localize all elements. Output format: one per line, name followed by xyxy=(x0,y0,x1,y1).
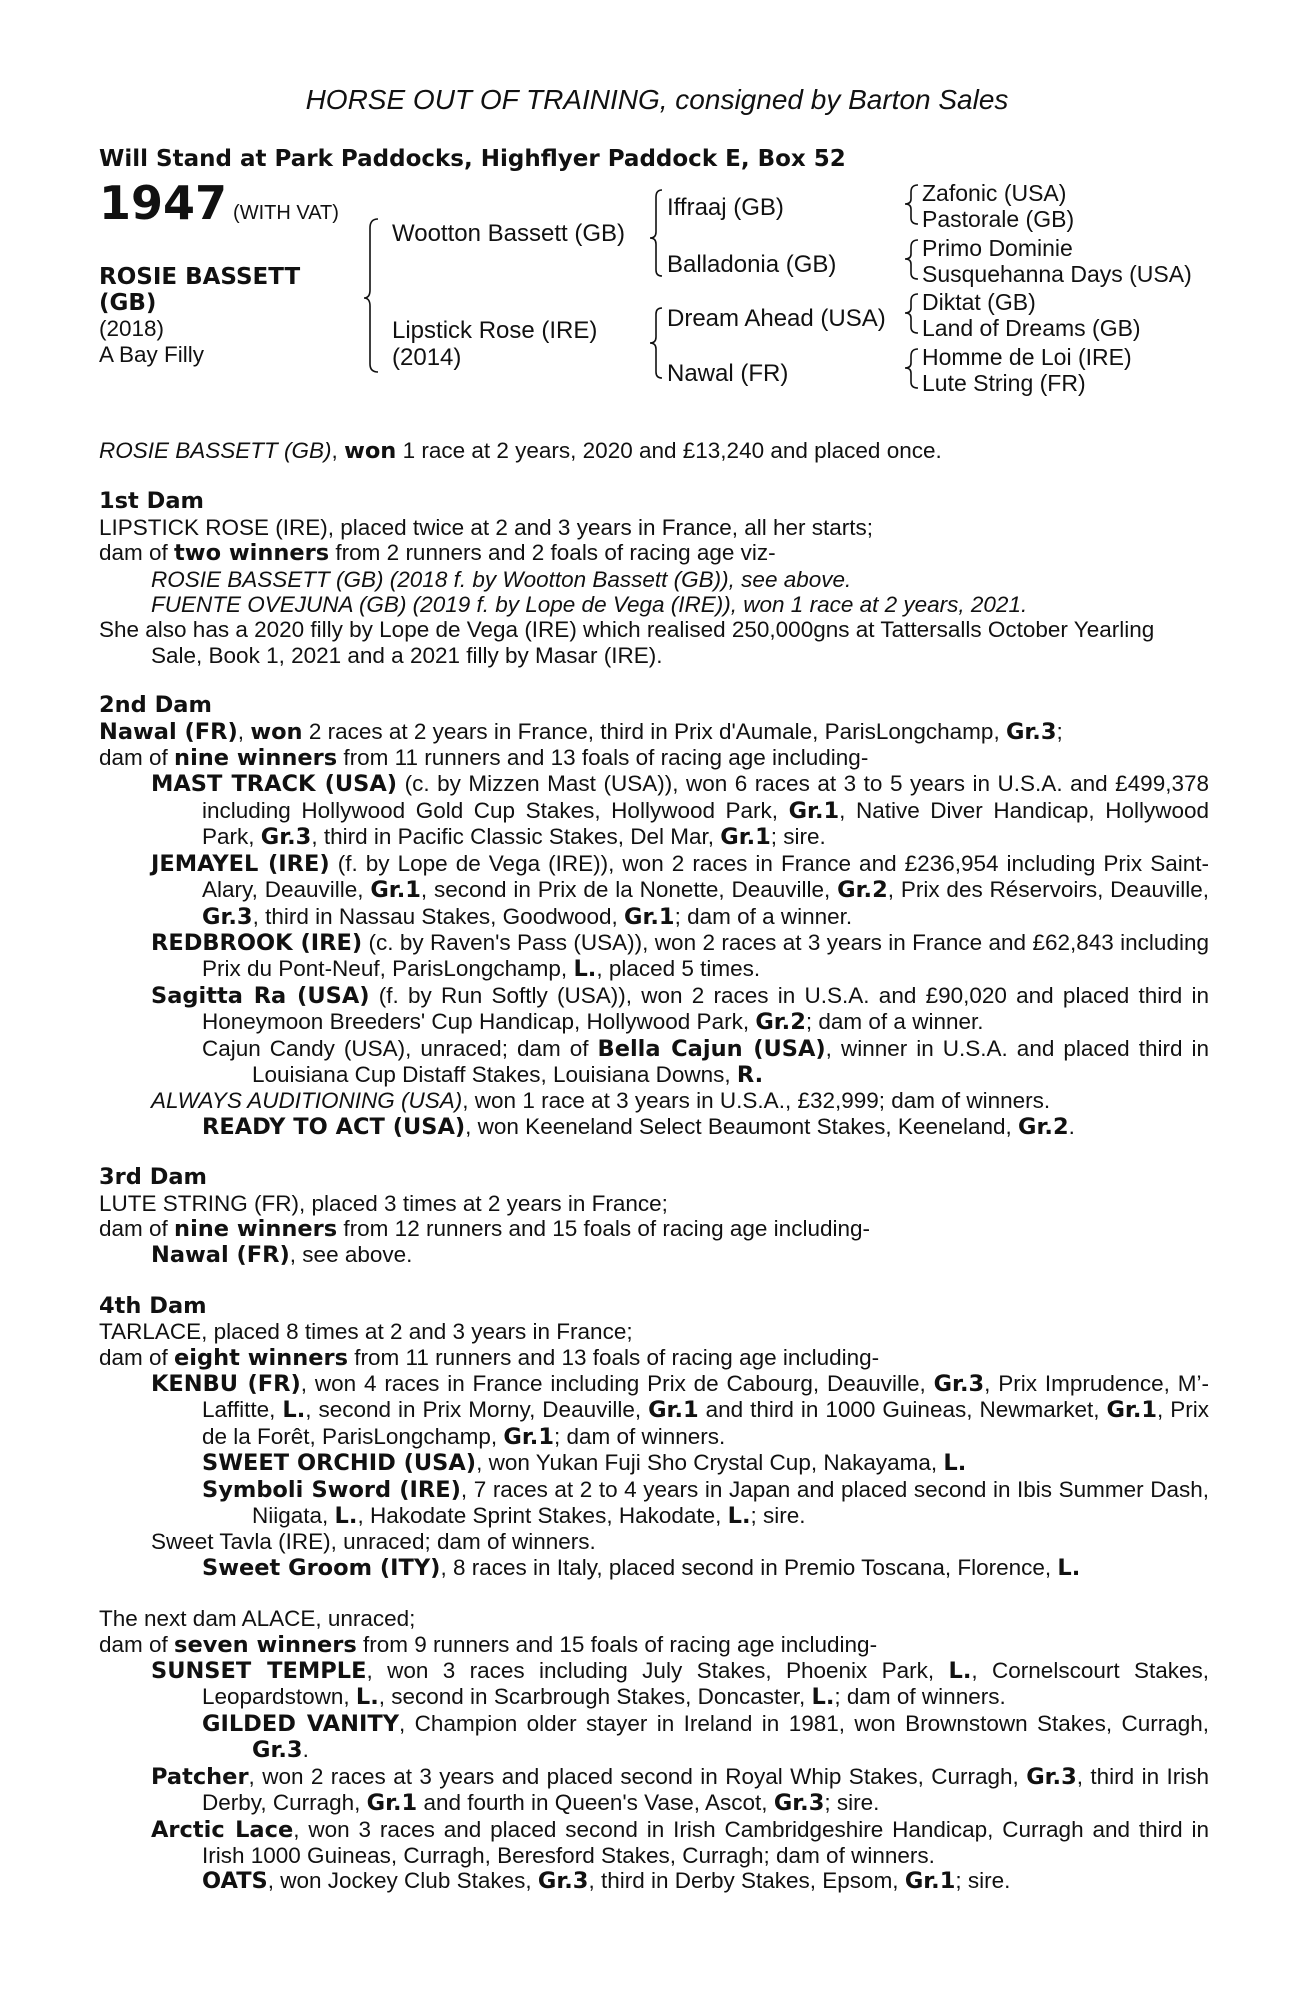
pedigree-ssd: Pastorale (GB) xyxy=(922,206,1075,232)
stand-location: Will Stand at Park Paddocks, Highflyer Paddock E, Box 52 xyxy=(99,146,846,172)
pedigree-dam: Lipstick Rose (IRE) xyxy=(392,317,598,344)
bracket-ss xyxy=(905,185,918,224)
first-dam-note: She also has a 2020 filly by Lope de Vega (IRE) which realised 250,000gns at Tattersalls October Yearling Sale, Book 1, 2021 and a 2021 filly by Masar (IRE). xyxy=(99,617,1155,668)
second-dam-heading: 2nd Dam xyxy=(99,692,212,719)
horse-foaled: (2018) xyxy=(99,316,165,341)
first-dam-produce-1: ROSIE BASSETT (GB) (2018 f. by Wootton Bassett (GB)), see above. xyxy=(151,566,852,592)
first-dam-record: LIPSTICK ROSE (IRE), placed twice at 2 and 3 years in France, all her starts; xyxy=(99,514,874,540)
horse-name-line1: ROSIE BASSETT xyxy=(99,264,301,290)
race-summary: ROSIE BASSETT (GB), won 1 race at 2 years, 2020 and £13,240 and placed once. xyxy=(99,438,942,464)
bracket-sire xyxy=(650,190,662,276)
lot-number: 1947 xyxy=(99,176,228,230)
produce-always-auditioning: ALWAYS AUDITIONING (USA), won 1 race at 3 years in U.S.A., £32,999; dam of winners. xyxy=(151,1088,1051,1114)
produce-redbrook: REDBROOK (IRE) (c. by Raven's Pass (USA)), won 2 races at 3 years in France and £62,843 including Prix du Pont-Neuf, ParisLongchamp, L., placed 5 times. xyxy=(151,929,1209,983)
produce-jemayel: JEMAYEL (IRE) (f. by Lope de Vega (IRE)), won 2 races in France and £236,954 including Prix Saint-Alary, Deauville, Gr.1, second in Prix de la Nonette, Deauville, Gr.2, Prix des Réservoirs, Deauville, Gr.3, third in Nassau Stakes, Goodwood, Gr.1; dam of a winner. xyxy=(151,850,1209,930)
pedigree-sdd: Susquehanna Days (USA) xyxy=(922,261,1192,287)
produce-mast-track: MAST TRACK (USA) (c. by Mizzen Mast (USA)), won 6 races at 3 to 5 years in U.S.A. and £499,378 including Hollywood Gold Cup Stakes, Hollywood Park, Gr.1, Native Diver Handicap, Hollywood Park, Gr.3, third in Pacific Classic Stakes, Del Mar, Gr.1; sire. xyxy=(151,771,1209,851)
produce-ready-to-act: READY TO ACT (USA), won Keeneland Select Beaumont Stakes, Keeneland, Gr.2. xyxy=(202,1113,1075,1140)
bracket-dam xyxy=(650,308,662,378)
produce-cajun-candy: Cajun Candy (USA), unraced; dam of Bella Cajun (USA), winner in U.S.A. and placed third in Louisiana Cup Distaff Stakes, Louisiana Downs, R. xyxy=(202,1035,1209,1088)
fourth-dam-heading: 4th Dam xyxy=(99,1292,207,1319)
produce-nawal: Nawal (FR), see above. xyxy=(151,1242,413,1269)
bracket-sd xyxy=(905,240,918,279)
catalogue-title: HORSE OUT OF TRAINING, consigned by Barton Sales xyxy=(305,84,1009,115)
first-dam-produce-2: FUENTE OVEJUNA (GB) (2019 f. by Lope de Vega (IRE)), won 1 race at 2 years, 2021. xyxy=(151,592,1028,618)
horse-description: A Bay Filly xyxy=(99,342,205,367)
first-dam-heading: 1st Dam xyxy=(99,488,204,515)
pedigree-sire-dam: Balladonia (GB) xyxy=(667,251,837,278)
pedigree-sds: Primo Dominie xyxy=(922,235,1073,261)
produce-oats: OATS, won Jockey Club Stakes, Gr.3, third in Derby Stakes, Epsom, Gr.1; sire. xyxy=(202,1868,1011,1895)
produce-sweet-groom: Sweet Groom (ITY), 8 races in Italy, placed second in Premio Toscana, Florence, L. xyxy=(202,1554,1081,1581)
next-dam-record: The next dam ALACE, unraced; xyxy=(99,1606,416,1632)
vat-note: (WITH VAT) xyxy=(233,202,339,224)
fourth-dam-produce-summary: dam of eight winners from 11 runners and 13 foals of racing age including- xyxy=(99,1344,880,1371)
produce-sagitta-ra: Sagitta Ra (USA) (f. by Run Softly (USA)), won 2 races in U.S.A. and £90,020 and placed third in Honeymoon Breeders' Cup Handicap, Hollywood Park, Gr.2; dam of a winner. xyxy=(151,982,1210,1036)
produce-gilded-vanity: GILDED VANITY, Champion older stayer in Ireland in 1981, won Brownstown Stakes, Curragh, Gr.3. xyxy=(202,1710,1209,1764)
produce-sweet-tavla: Sweet Tavla (IRE), unraced; dam of winners. xyxy=(151,1529,596,1555)
pedigree-ddd: Lute String (FR) xyxy=(922,370,1086,396)
pedigree-dsd: Land of Dreams (GB) xyxy=(922,315,1141,341)
fourth-dam-record: TARLACE, placed 8 times at 2 and 3 years in France; xyxy=(99,1319,633,1345)
horse-name-line2: (GB) xyxy=(99,290,157,316)
first-dam-produce-summary: dam of two winners from 2 runners and 2 foals of racing age viz- xyxy=(99,540,776,567)
second-dam-record: Nawal (FR), won 2 races at 2 years in France, third in Prix d'Aumale, ParisLongchamp, Gr.3; xyxy=(99,718,1063,745)
next-dam-produce-summary: dam of seven winners from 9 runners and 15 foals of racing age including- xyxy=(99,1631,878,1658)
pedigree-dam-sire: Dream Ahead (USA) xyxy=(667,305,886,332)
third-dam-record: LUTE STRING (FR), placed 3 times at 2 years in France; xyxy=(99,1190,668,1216)
catalogue-body xyxy=(99,438,1209,1895)
third-dam-produce-summary: dam of nine winners from 12 runners and 15 foals of racing age including- xyxy=(99,1215,870,1242)
produce-patcher: Patcher, won 2 races at 3 years and placed second in Royal Whip Stakes, Curragh, Gr.3, third in Irish Derby, Curragh, Gr.1 and fourth in Queen's Vase, Ascot, Gr.3; sire. xyxy=(151,1763,1209,1817)
produce-sweet-orchid: SWEET ORCHID (USA), won Yukan Fuji Sho Crystal Cup, Nakayama, L. xyxy=(202,1450,967,1477)
pedigree-dss: Diktat (GB) xyxy=(922,289,1036,315)
bracket-dd xyxy=(905,349,918,388)
third-dam-heading: 3rd Dam xyxy=(99,1164,207,1191)
produce-kenbu: KENBU (FR), won 4 races in France including Prix de Cabourg, Deauville, Gr.3, Prix Imprudence, M’-Laffitte, L., second in Prix Morny, Deauville, Gr.1 and third in 1000 Guineas, Newmarket, Gr.1, Prix de la Forêt, ParisLongchamp, Gr.1; dam of winners. xyxy=(151,1371,1210,1450)
pedigree-dds: Homme de Loi (IRE) xyxy=(922,344,1132,370)
second-dam-produce-summary: dam of nine winners from 11 runners and 13 foals of racing age including- xyxy=(99,745,869,772)
pedigree-sire-sire: Iffraaj (GB) xyxy=(667,194,784,221)
pedigree-dam-dam: Nawal (FR) xyxy=(667,360,789,387)
bracket-main xyxy=(364,219,378,372)
bracket-ds xyxy=(905,294,918,333)
pedigree-sire: Wootton Bassett (GB) xyxy=(392,220,625,247)
produce-symboli-sword: Symboli Sword (IRE), 7 races at 2 to 4 years in Japan and placed second in Ibis Summer Dash, Niigata, L., Hakodate Sprint Stakes, Hakodate, L.; sire. xyxy=(202,1476,1209,1530)
pedigree-dam-year: (2014) xyxy=(392,344,462,371)
produce-sunset-temple: SUNSET TEMPLE, won 3 races including July Stakes, Phoenix Park, L., Cornelscourt Stakes, Leopardstown, L., second in Scarbrough Stakes, Doncaster, L.; dam of winners. xyxy=(151,1658,1209,1711)
produce-arctic-lace: Arctic Lace, won 3 races and placed second in Irish Cambridgeshire Handicap, Curragh and third in Irish 1000 Guineas, Curragh, Beresford Stakes, Curragh; dam of winners. xyxy=(151,1816,1209,1868)
pedigree-sss: Zafonic (USA) xyxy=(922,180,1067,206)
